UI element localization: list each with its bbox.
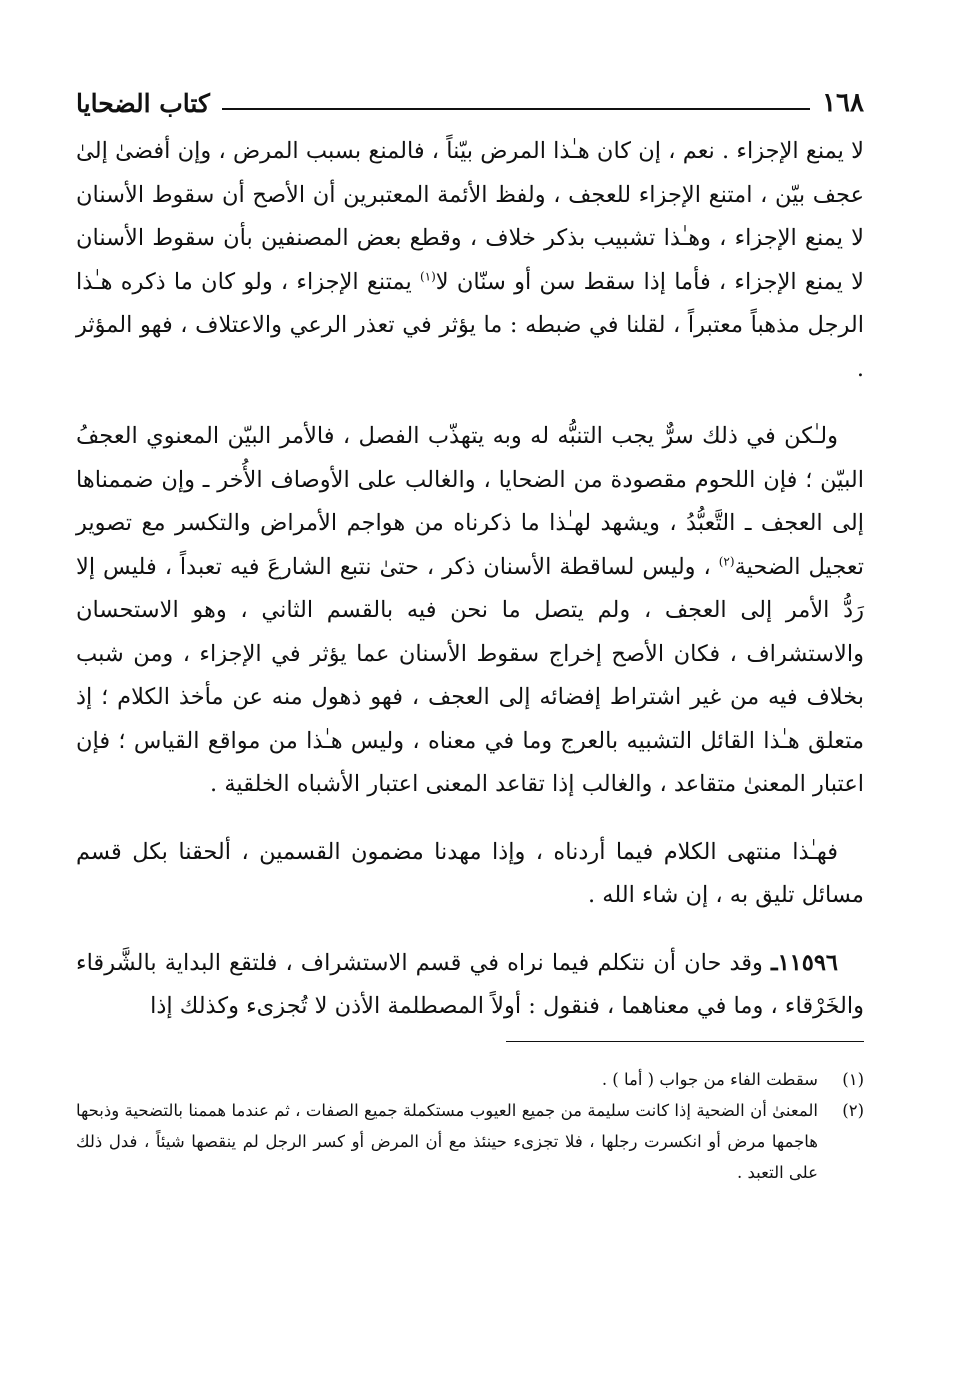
paragraph-2-text: ولـٰكن في ذلك سرٌّ يجب التنبُّه له وبه يتهذّب الفصل ، فالأمر البيّن المعنوي العجفُ البيّن ؛ فإن اللحوم مقصودة من الضحايا ، والغالب على الأوصاف الأُخر ـ وإن ضممناها إلى العجف ـ التَّعبُّدُ ، ويشهد لهـٰذا ما ذكرناه من هواجم الأمراض والتكسر مع تصوير تعجيل الضحية	[76, 423, 864, 580]
page-number: ١٦٨	[822, 88, 864, 118]
book-title: كتاب الضحايا	[76, 89, 210, 118]
footnote-2	[76, 1095, 864, 1188]
paragraph-4	[76, 942, 864, 1029]
header-rule	[222, 108, 810, 110]
book-page	[76, 82, 864, 1188]
footnote-number: (١)	[842, 1069, 864, 1089]
paragraph-3: فهـٰذا منتهى الكلام فيما أردناه ، وإذا مهدنا مضمون القسمين ، ألحقنا بكل قسم مسائل تليق به ، إن شاء الله .	[76, 838, 864, 908]
paragraph-1-end: يمتنع الإجزاء ، ولو كان ما ذكره هـٰذا الرجل مذهباً معتبراً ، لقلنا في ضبطه : ما يؤثر في تعذر الرعي والاعتلاف ، فهو المؤثر .	[76, 268, 864, 382]
footnote-text: المعنىٰ أن الضحية إذا كانت سليمة من جميع العيوب مستكملة جميع الصفات ، ثم عندما هممنا بالتضحية وذبحها هاجمها مرض أو انكسرت رجلها ، فلا تجزىء حينئذ مع أن المرض أو كسر الرجل لم ينقصها شيئاً ، فدل ذلك على التعبد .	[76, 1100, 818, 1182]
footnote-text: سقطت الفاء من جواب ( أما ) .	[601, 1069, 818, 1089]
footnote-separator	[506, 1041, 864, 1042]
footnote-number: (٢)	[842, 1100, 864, 1120]
paragraph-4-text: وقد حان أن نتكلم فيما نراه في قسم الاستشراف ، فلتقع البداية بالشَّرقاء والخَرْقاء ، وما في معناهما ، فنقول : أولاً المصطلمة الأذن لا تُجزىء وكذلك إذا	[76, 949, 864, 1019]
paragraph-2-end: ، وليس لساقطة الأسنان ذكر ، حتىٰ نتبع الشارعَ فيه تعبداً ، فليس إلا رَدُّ الأمر إلى العجف ، ولم يتصل ما نحن فيه بالقسم الثاني ، وهو الاستحسان والاستشراف ، فكان الأصح إخراج سقوط الأسنان عما يؤثر في الإجزاء ، ومن شبب بخلاف فيه من غير اشتراط إفضائه إلى العجف ، فهو ذهول منه عن مأخذ الكلام ؛ إذ متعلق هـٰذا القائل التشبيه بالعرج وما في معناه ، وليس هـٰذا من مواقع القياس ؛ فإن اعتبار المعنىٰ متقاعد ، والغالب إذا تقاعد المعنى اعتبار الأشباه الخلقية .	[76, 553, 864, 797]
footnote-ref-1: (١)	[419, 269, 436, 283]
running-header	[76, 82, 864, 116]
footnote-1	[76, 1064, 864, 1095]
issue-number: ١١٥٩٦ـ	[770, 949, 838, 976]
paragraph-1	[76, 130, 864, 391]
footnote-ref-2: (٢)	[718, 554, 735, 568]
paragraph-1-text: لا يمنع الإجزاء . نعم ، إن كان هـٰذا المرض بيّناً ، فالمنع بسبب المرض ، وإن أفضىٰ إلىٰ عجف بيّن ، امتنع الإجزاء للعجف ، ولفظ الأئمة المعتبرين أن الأصح أن سقوط الأسنان لا يمنع الإجزاء ، وهـٰذا تشبيب بذكر خلاف ، وقطع بعض المصنفين بأن سقوط الأسنان لا يمنع الإجزاء ، فأما إذا سقط سن أو سنّان لا	[76, 138, 864, 295]
main-text	[76, 130, 864, 1029]
footnotes	[76, 1064, 864, 1188]
paragraph-2	[76, 415, 864, 807]
